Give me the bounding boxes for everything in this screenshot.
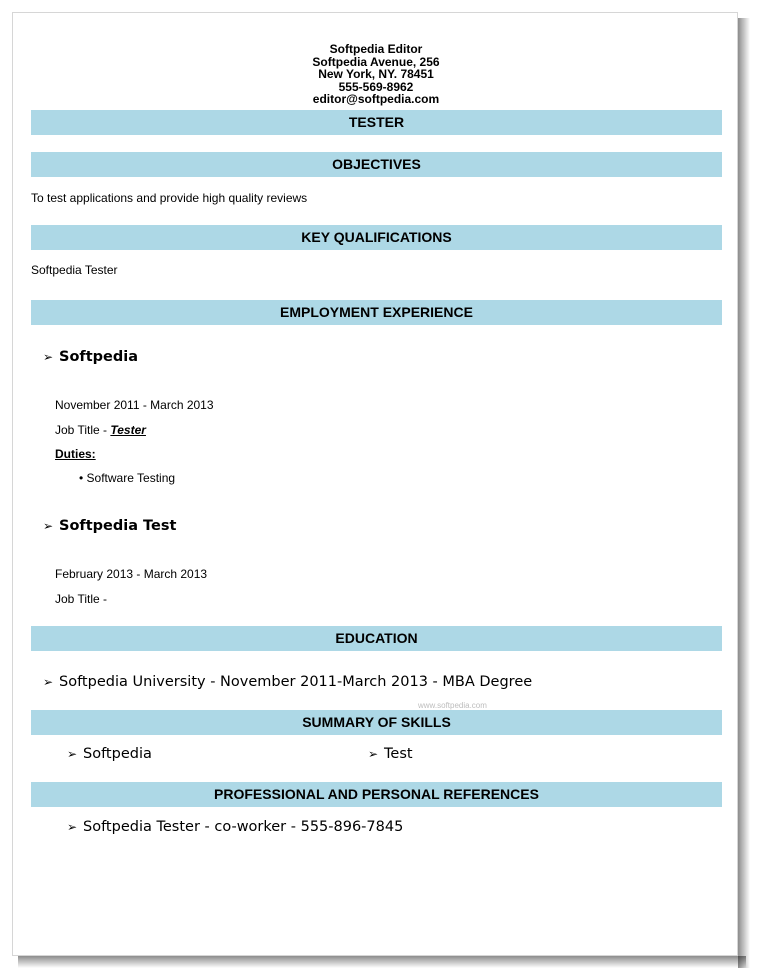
duties-label: Duties:: [55, 447, 96, 461]
skill-item: [67, 746, 152, 762]
employment-dates: February 2013 - March 2013: [55, 567, 208, 581]
arrow-bullet-icon: ➢: [43, 519, 54, 533]
employment-dates: November 2011 - March 2013: [55, 398, 214, 412]
employment-job-title: [55, 592, 107, 606]
skill-item: [368, 746, 413, 762]
section-references-band: PROFESSIONAL AND PERSONAL REFERENCES: [31, 782, 722, 807]
resume-page: [12, 12, 738, 956]
contact-address: Softpedia Avenue, 256: [312, 54, 440, 69]
bullet-icon: •: [79, 471, 84, 485]
arrow-bullet-icon: ➢: [43, 675, 54, 689]
employment-company: Softpedia: [59, 349, 138, 365]
education-text: Softpedia University - November 2011-March 2013 - MBA Degree: [59, 674, 533, 690]
skill-text: Softpedia: [83, 746, 152, 762]
job-title-value: Tester: [110, 423, 146, 437]
reference-text: Softpedia Tester - co-worker - 555-896-7845: [83, 819, 404, 835]
section-employment-band: EMPLOYMENT EXPERIENCE: [31, 300, 722, 325]
section-qualifications-band: KEY QUALIFICATIONS: [31, 225, 722, 250]
arrow-bullet-icon: ➢: [67, 820, 78, 834]
education-entry: [43, 674, 532, 690]
job-title-label: Job Title -: [55, 592, 108, 606]
contact-header: [13, 43, 739, 106]
contact-email: editor@softpedia.com: [312, 92, 440, 106]
employment-job-title: [55, 423, 146, 437]
contact-city: New York, NY. 78451: [318, 67, 434, 81]
arrow-bullet-icon: ➢: [368, 747, 379, 761]
page-shadow-right: [738, 18, 750, 968]
objective-text: To test applications and provide high quality reviews: [31, 191, 308, 205]
duty-text: Software Testing: [86, 471, 176, 485]
contact-phone: 555-569-8962: [338, 79, 414, 94]
arrow-bullet-icon: ➢: [43, 350, 54, 364]
employment-item: [43, 518, 176, 534]
section-skills-band: SUMMARY OF SKILLS: [31, 710, 722, 735]
job-title-label: Job Title -: [55, 423, 108, 437]
section-objectives-band: OBJECTIVES: [31, 152, 722, 177]
contact-name: Softpedia Editor: [329, 42, 423, 56]
arrow-bullet-icon: ➢: [67, 747, 78, 761]
section-title-band: TESTER: [31, 110, 722, 135]
duty-item: [79, 471, 175, 485]
reference-item: [67, 819, 403, 835]
qualification-text: Softpedia Tester: [31, 263, 118, 277]
employment-item: [43, 349, 138, 365]
section-education-band: EDUCATION: [31, 626, 722, 651]
skill-text: Test: [384, 746, 413, 762]
page-shadow-bottom: [18, 956, 746, 968]
employment-company: Softpedia Test: [59, 518, 177, 534]
watermark: www.softpedia.com: [418, 701, 487, 710]
